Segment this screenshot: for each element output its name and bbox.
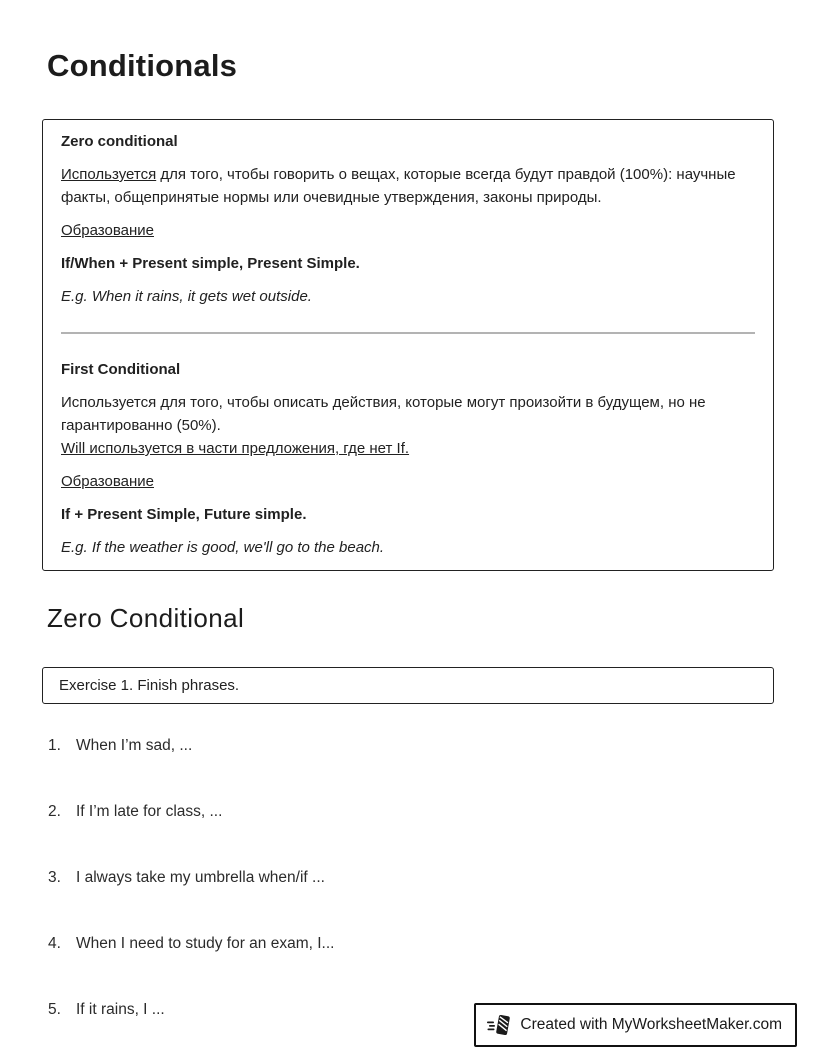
first-formation-label: Образование bbox=[61, 473, 154, 490]
exercise-item-1 bbox=[48, 734, 774, 757]
item-number: 5. bbox=[48, 1001, 61, 1018]
zero-usage-rest: для того, чтобы говорить о вещах, которые всегда будут правдой (100%): научные факты, общепринятые нормы или очевидные утверждения, законы природы. bbox=[61, 166, 736, 206]
item-text: When I’m sad, ... bbox=[76, 737, 193, 754]
section-heading-zero-conditional: Zero Conditional bbox=[47, 603, 245, 633]
zero-conditional-usage bbox=[61, 163, 755, 209]
worksheetmaker-credit-link[interactable] bbox=[474, 1003, 797, 1047]
zero-example: E.g. When it rains, it gets wet outside. bbox=[61, 288, 312, 305]
zero-formula: If/When + Present simple, Present Simple. bbox=[61, 255, 360, 272]
item-text: I always take my umbrella when/if ... bbox=[76, 869, 325, 886]
item-number: 1. bbox=[48, 737, 61, 754]
item-text: If I’m late for class, ... bbox=[76, 803, 223, 820]
exercise-list bbox=[48, 734, 774, 1021]
exercise-item-4 bbox=[48, 932, 774, 955]
credit-text: Created with MyWorksheetMaker.com bbox=[520, 1016, 782, 1033]
first-conditional-usage bbox=[61, 391, 755, 460]
zero-conditional-heading: Zero conditional bbox=[61, 133, 178, 150]
zero-usage-underlined: Используется bbox=[61, 166, 157, 183]
exercise-item-2 bbox=[48, 800, 774, 823]
section-divider bbox=[61, 332, 755, 334]
item-text: If it rains, I ... bbox=[76, 1001, 165, 1018]
worksheet-logo-icon bbox=[486, 1012, 512, 1038]
item-text: When I need to study for an exam, I... bbox=[76, 935, 335, 952]
first-conditional-heading: First Conditional bbox=[61, 361, 181, 378]
item-number: 2. bbox=[48, 803, 61, 820]
zero-formation-label: Образование bbox=[61, 222, 154, 239]
first-formula: If + Present Simple, Future simple. bbox=[61, 506, 307, 523]
exercise-instruction: Exercise 1. Finish phrases. bbox=[59, 677, 240, 694]
item-number: 3. bbox=[48, 869, 61, 886]
first-will-note: Will используется в части предложения, где нет If. bbox=[61, 440, 410, 457]
exercise-instruction-box bbox=[42, 667, 774, 704]
item-number: 4. bbox=[48, 935, 61, 952]
page-title: Conditionals bbox=[47, 48, 238, 83]
first-example: E.g. If the weather is good, we'll go to the beach. bbox=[61, 539, 385, 556]
exercise-item-3 bbox=[48, 866, 774, 889]
first-usage-text: Используется для того, чтобы описать действия, которые могут произойти в будущем, но не гарантированно (50%). bbox=[61, 394, 706, 434]
theory-box bbox=[42, 119, 774, 571]
